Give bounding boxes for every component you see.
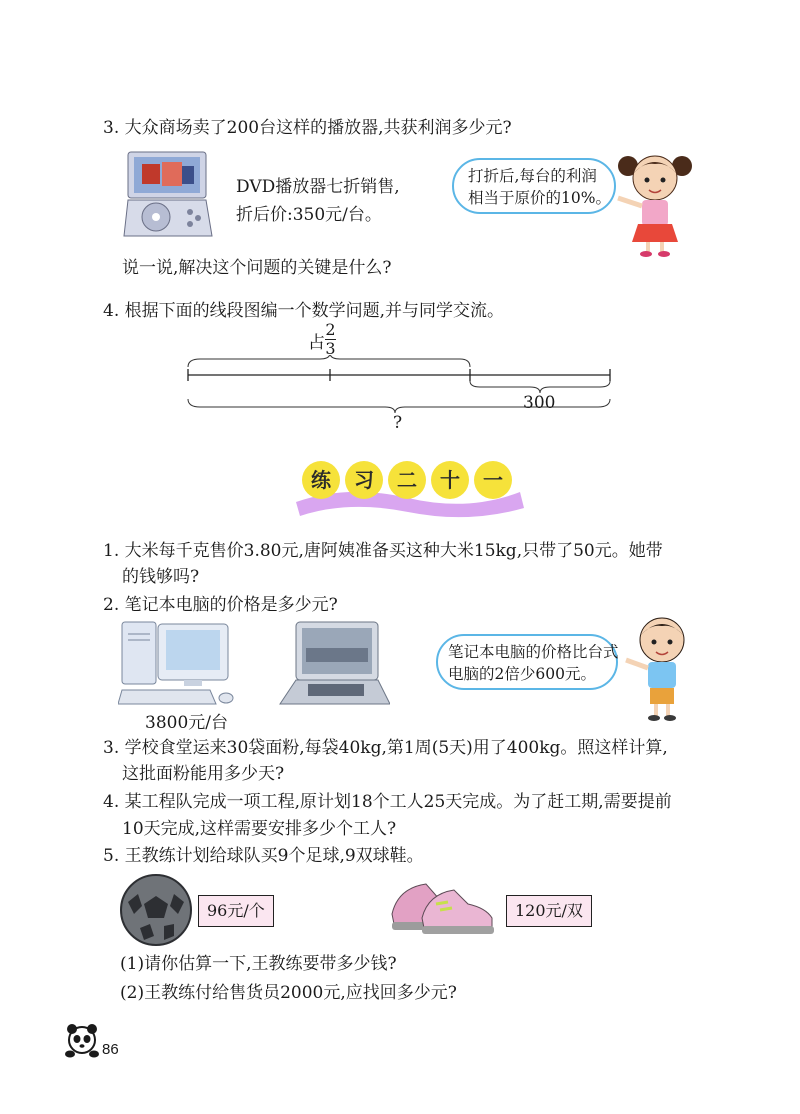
desktop-price-label: 3800元/台 (145, 713, 228, 733)
girl-bubble-line1: 打折后,每台的利润 (468, 167, 597, 185)
ball-price-tag: 96元/个 (198, 895, 274, 927)
girl-character-image (612, 148, 698, 258)
sneakers-image (388, 874, 500, 940)
shoe-price-tag: 120元/双 (506, 895, 592, 927)
discuss-prompt: 说一说,解决这个问题的关键是什么? (122, 258, 392, 278)
exercise-5-sub2: (2)王教练付给售货员2000元,应找回多少元? (120, 983, 457, 1003)
dvd-info-line2: 折后价:350元/台。 (236, 205, 382, 225)
exercise-2: 2. 笔记本电脑的价格是多少元? (103, 595, 338, 615)
dvd-player-image (122, 150, 214, 246)
diagram-value-300: 300 (523, 393, 556, 413)
exercise-3-line1: 3. 学校食堂运来30袋面粉,每袋40kg,第1周(5天)用了400kg。照这样计算, (103, 738, 668, 758)
banner-char-2: 习 (345, 461, 383, 499)
panda-icon (62, 1020, 102, 1060)
boy-speech-bubble (436, 634, 618, 690)
banner-char-4: 十 (431, 461, 469, 499)
girl-bubble-line2: 相当于原价的10%。 (468, 189, 611, 207)
banner-char-3: 二 (388, 461, 426, 499)
diagram-fraction-prefix: 占 (308, 333, 325, 353)
exercise-5-sub1: (1)请你估算一下,王教练要带多少钱? (120, 954, 397, 974)
fraction-denominator: 3 (325, 339, 336, 358)
question-3: 3. 大众商场卖了200台这样的播放器,共获利润多少元? (103, 118, 512, 138)
exercise-1-line2: 的钱够吗? (122, 567, 200, 587)
dvd-info-line1: DVD播放器七折销售, (236, 177, 400, 197)
soccer-ball-image (118, 872, 194, 948)
exercise-4-line1: 4. 某工程队完成一项工程,原计划18个工人25天完成。为了赶工期,需要提前 (103, 792, 672, 812)
laptop-image (278, 620, 390, 710)
diagram-question-mark: ? (393, 413, 403, 433)
banner-char-5: 一 (474, 461, 512, 499)
banner-char-1: 练 (302, 461, 340, 499)
page-number: 86 (102, 1041, 119, 1058)
desktop-computer-image (118, 618, 238, 708)
boy-character-image (620, 612, 700, 724)
girl-speech-bubble (452, 158, 616, 214)
exercise-5: 5. 王教练计划给球队买9个足球,9双球鞋。 (103, 846, 424, 866)
boy-bubble-line1: 笔记本电脑的价格比台式 (448, 643, 619, 661)
diagram-fraction (325, 322, 336, 357)
fraction-numerator: 2 (325, 320, 336, 339)
boy-bubble-line2: 电脑的2倍少600元。 (448, 665, 596, 683)
exercise-3-line2: 这批面粉能用多少天? (122, 764, 285, 784)
question-4: 4. 根据下面的线段图编一个数学问题,并与同学交流。 (103, 301, 505, 321)
exercise-4-line2: 10天完成,这样需要安排多少个工人? (122, 819, 397, 839)
exercise-1-line1: 1. 大米每千克售价3.80元,唐阿姨准备买这种大米15kg,只带了50元。她带 (103, 541, 663, 561)
